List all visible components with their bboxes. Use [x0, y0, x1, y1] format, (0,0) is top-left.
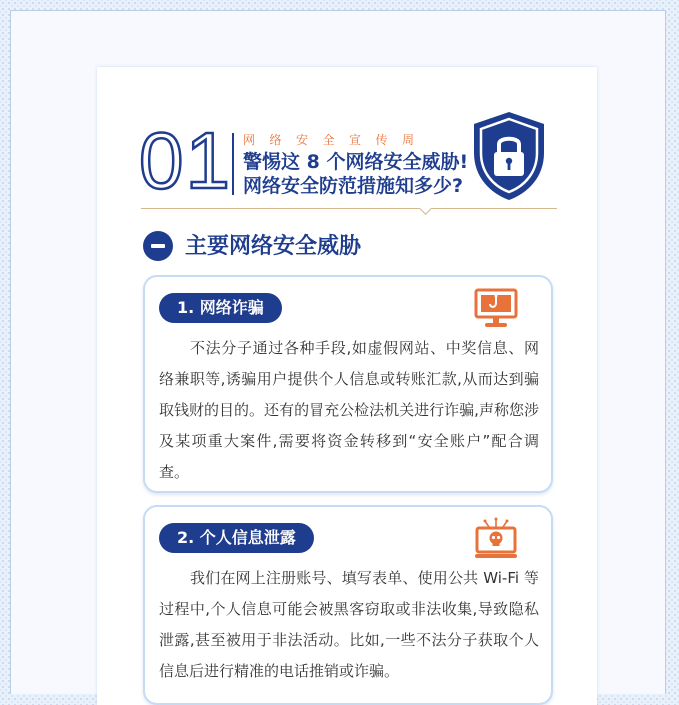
- header-rule-notch: [419, 202, 432, 215]
- threat-label: 1. 网络诈骗: [159, 293, 282, 323]
- section-title: 主要网络安全威胁: [185, 234, 362, 259]
- headline-line-2: 网络安全防范措施知多少?: [243, 175, 464, 197]
- hacker-skull-icon: [473, 517, 519, 561]
- threat-card: [143, 275, 553, 493]
- threat-description: 不法分子通过各种手段,如虚假网站、中奖信息、网络兼职等,诱骗用户提供个人信息或转账汇款,从而达到骗取钱财的目的。还有的冒充公检法机关进行诈骗,声称您涉及某项重大案件,需要将资金转移到“安全账户”配合调查。: [159, 339, 539, 481]
- minus-circle-icon: [143, 231, 173, 261]
- header-rule: [141, 208, 557, 209]
- section-number: 01: [139, 116, 232, 205]
- monitor-fishing-icon: [473, 287, 519, 331]
- threat-description: 我们在网上注册账号、填写表单、使用公共 Wi-Fi 等过程中,个人信息可能会被黑客窃取或非法收集,导致隐私泄露,甚至被用于非法活动。比如,一些不法分子获取个人信息后进行精准的电话推销或诈骗。: [159, 569, 539, 680]
- threat-label: 2. 个人信息泄露: [159, 523, 314, 553]
- headline-line-1: 警惕这 8 个网络安全威胁!: [243, 151, 469, 173]
- page-frame: [10, 10, 666, 694]
- article-sheet: [97, 67, 597, 705]
- header-divider: [232, 133, 234, 195]
- week-label: 网络安全宣传周: [243, 133, 429, 147]
- shield-lock-icon: [470, 109, 548, 203]
- threat-card: [143, 505, 553, 705]
